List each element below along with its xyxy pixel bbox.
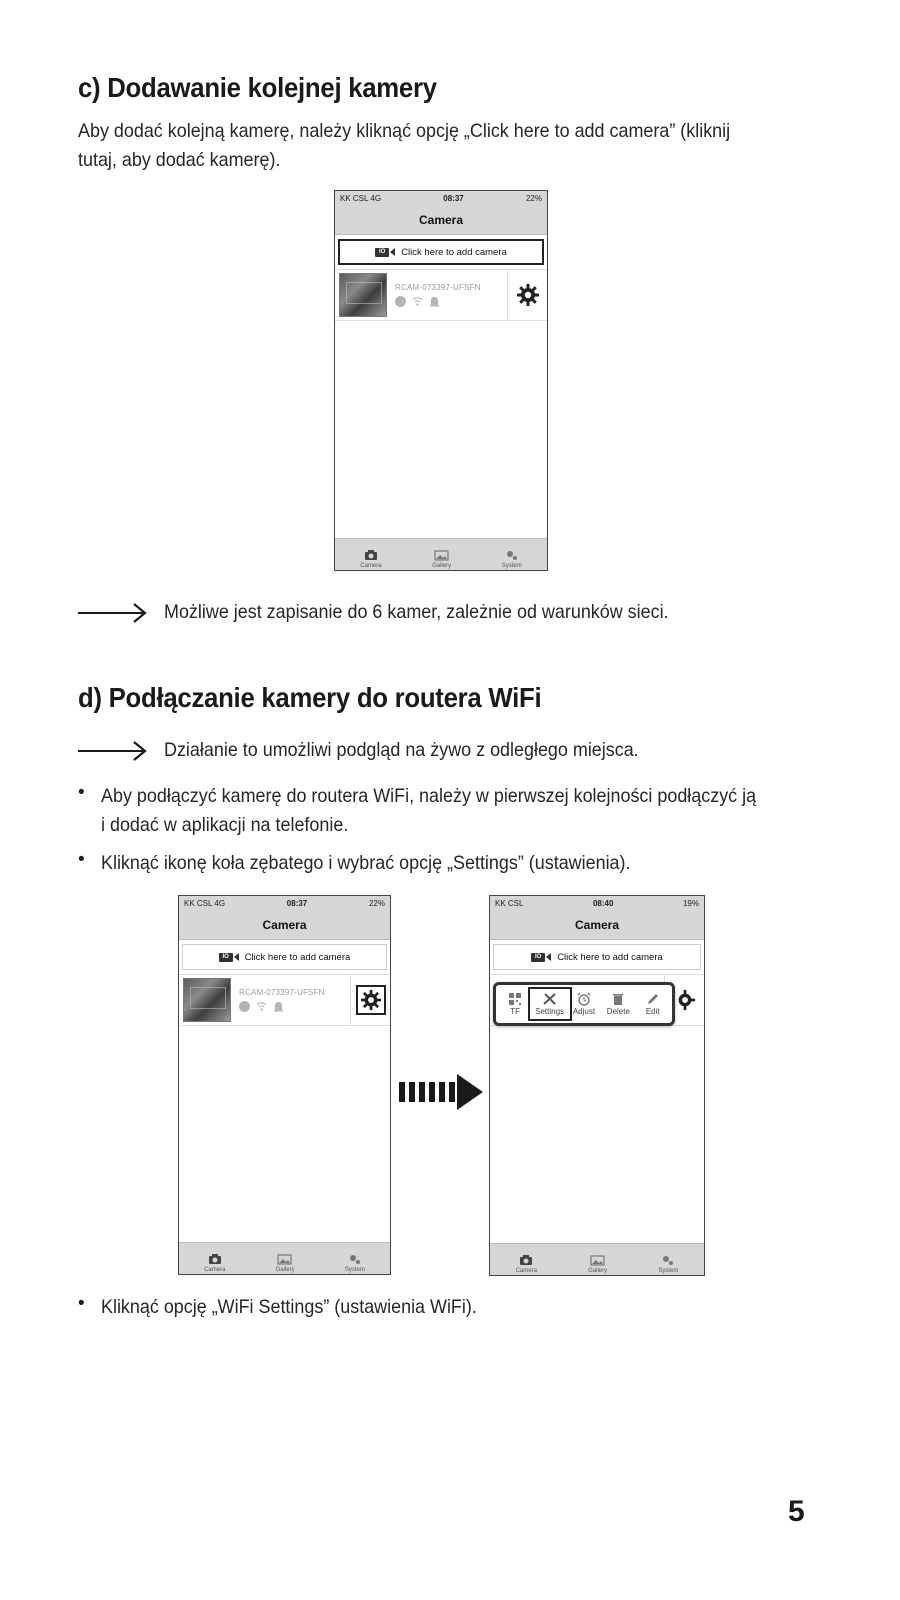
camera-tab-icon — [208, 1253, 222, 1265]
bullet-1-line2: i dodać w aplikacji na telefonie. — [101, 814, 349, 836]
add-camera-button[interactable] — [493, 944, 701, 970]
camera-thumbnail — [183, 978, 231, 1022]
menu-item-tf-label: TF — [510, 1007, 521, 1016]
wifi-icon — [256, 1001, 267, 1012]
gallery-tab-icon — [277, 1253, 293, 1265]
camera-action-menu — [493, 982, 675, 1026]
tab-gallery-label: Gallery — [275, 1267, 295, 1273]
time-label: 08:40 — [592, 898, 614, 908]
gear-icon — [360, 989, 382, 1011]
tab-camera-label: Camera — [515, 1268, 537, 1274]
camera-icon: IO — [219, 953, 239, 962]
tab-camera[interactable] — [204, 1253, 225, 1273]
section-c-note-text: Możliwe jest zapisanie do 6 kamer, zależnie od warunków sieci. — [164, 601, 669, 623]
wifi-icon — [412, 296, 423, 307]
bullet-2 — [78, 849, 878, 878]
gallery-tab-icon — [434, 549, 450, 561]
trash-icon — [612, 992, 624, 1006]
time-label: 08:37 — [443, 193, 464, 203]
section-d-note — [78, 736, 680, 765]
bullet-2-text: Kliknąć ikonę koła zębatego i wybrać opcję „Settings” (ustawienia). — [101, 852, 631, 874]
wrench-icon — [542, 992, 558, 1006]
tab-gallery[interactable] — [276, 1253, 295, 1273]
tab-bar — [335, 538, 547, 570]
tab-system-label: System — [501, 563, 522, 569]
status-bar — [490, 896, 704, 910]
bullet-1 — [78, 782, 878, 840]
carrier-label: KK CSL — [495, 898, 524, 908]
section-d-note-text: Działanie to umożliwi podgląd na żywo z odległego miejsca. — [164, 739, 639, 761]
tab-gallery-label: Gallery — [432, 563, 452, 569]
dashed-arrow-icon — [397, 1073, 485, 1111]
phone-screenshot-settings-menu — [489, 895, 705, 1276]
bullet-marker: • — [78, 849, 85, 870]
system-tab-icon — [661, 1254, 675, 1266]
bullet-marker: • — [78, 1293, 85, 1314]
bullet-3-text: Kliknąć opcję „WiFi Settings” (ustawienia WiFi). — [101, 1296, 477, 1318]
arrow-right-icon — [78, 740, 148, 762]
add-camera-label: Click here to add camera — [244, 951, 351, 963]
carrier-label: KK CSL 4G — [340, 193, 382, 203]
page-number: 5 — [788, 1495, 805, 1528]
system-tab-icon — [505, 549, 519, 561]
camera-icon: IO — [531, 953, 551, 962]
bullet-3 — [78, 1293, 878, 1322]
bullet-marker: • — [78, 782, 85, 803]
status-bar — [335, 191, 547, 205]
qr-code-icon — [508, 992, 522, 1006]
menu-item-edit[interactable] — [636, 992, 670, 1016]
time-label: 08:37 — [286, 898, 308, 908]
system-tab-icon — [348, 1253, 362, 1265]
app-title: Camera — [335, 205, 547, 235]
alarm-clock-icon — [577, 992, 591, 1006]
tab-gallery-label: Gallery — [588, 1268, 608, 1274]
tab-camera-label: Camera — [360, 563, 382, 569]
phone-screenshot-camera-list — [334, 190, 548, 571]
status-dot-icon — [239, 1001, 250, 1012]
camera-icon: IO — [375, 248, 395, 257]
tab-system[interactable] — [345, 1253, 365, 1273]
camera-name: RCAM-073397-UFSFN — [239, 988, 325, 997]
menu-item-tf[interactable] — [498, 992, 532, 1016]
menu-item-delete[interactable] — [601, 992, 635, 1016]
menu-item-adjust-label: Adjust — [572, 1007, 596, 1016]
pencil-icon — [646, 992, 660, 1006]
menu-item-delete-label: Delete — [606, 1007, 630, 1016]
menu-item-settings-label: Settings — [535, 1007, 565, 1016]
tab-system[interactable] — [658, 1254, 678, 1274]
status-dot-icon — [395, 296, 406, 307]
add-camera-button[interactable] — [182, 944, 387, 970]
menu-item-adjust[interactable] — [567, 992, 601, 1016]
menu-item-settings[interactable] — [533, 992, 567, 1016]
camera-name: RCAM-073397-UFSFN — [395, 283, 481, 292]
tab-bar — [179, 1242, 390, 1274]
tab-camera[interactable] — [516, 1254, 537, 1274]
camera-settings-button[interactable] — [507, 270, 547, 320]
tab-bar — [490, 1243, 704, 1275]
carrier-label: KK CSL 4G — [184, 898, 226, 908]
section-c-intro — [78, 117, 814, 175]
tab-camera-label: Camera — [204, 1267, 226, 1273]
alarm-icon — [273, 1001, 284, 1012]
battery-label: 22% — [525, 193, 542, 203]
status-bar — [179, 896, 390, 910]
camera-thumbnail — [339, 273, 387, 317]
battery-label: 22% — [368, 898, 385, 908]
section-c-heading: c) Dodawanie kolejnej kamery — [78, 72, 437, 103]
menu-item-edit-label: Edit — [645, 1007, 660, 1016]
add-camera-button[interactable] — [338, 239, 544, 265]
camera-list-item[interactable] — [179, 974, 390, 1026]
app-title: Camera — [490, 910, 704, 940]
tab-gallery[interactable] — [432, 549, 451, 569]
bullet-1-line1: Aby podłączyć kamerę do routera WiFi, należy w pierwszej kolejności podłączyć ją — [101, 785, 757, 807]
gallery-tab-icon — [590, 1254, 606, 1266]
tab-system-label: System — [658, 1268, 679, 1274]
battery-label: 19% — [682, 898, 699, 908]
tab-system-label: System — [344, 1267, 365, 1273]
arrow-right-icon — [78, 602, 148, 624]
camera-settings-button[interactable] — [350, 975, 390, 1025]
phone-screenshot-gear-highlight — [178, 895, 391, 1275]
section-c-note — [78, 598, 712, 627]
camera-tab-icon — [519, 1254, 533, 1266]
gear-icon — [674, 989, 696, 1011]
camera-list-item[interactable] — [335, 269, 547, 321]
tab-camera[interactable] — [360, 549, 381, 569]
tab-system[interactable] — [502, 549, 522, 569]
camera-tab-icon — [364, 549, 378, 561]
section-c-intro-line2: tutaj, aby dodać kamerę). — [78, 149, 281, 171]
section-c-intro-line1: Aby dodać kolejną kamerę, należy kliknąć opcję „Click here to add camera” (kliknij — [78, 120, 731, 142]
alarm-icon — [429, 296, 440, 307]
add-camera-label: Click here to add camera — [401, 246, 507, 258]
add-camera-label: Click here to add camera — [557, 951, 663, 963]
app-title: Camera — [179, 910, 390, 940]
gear-icon — [516, 283, 540, 307]
tab-gallery[interactable] — [588, 1254, 607, 1274]
section-d-heading: d) Podłączanie kamery do routera WiFi — [78, 682, 542, 713]
